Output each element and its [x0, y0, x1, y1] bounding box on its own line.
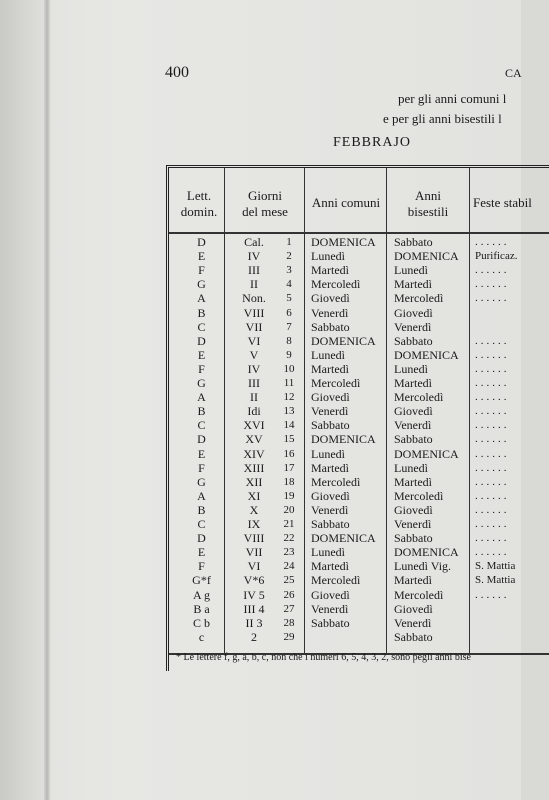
cell-day-number: 1 [286, 236, 292, 248]
cell-lett: D [197, 531, 206, 546]
cell-lett: G [197, 376, 206, 390]
page-fold-shadow [44, 0, 50, 800]
cell-lett: B [197, 502, 206, 517]
table-row [169, 391, 549, 405]
cell-roman-day: XVI [243, 418, 265, 433]
cell-roman-day: II [250, 390, 258, 405]
cell-feste: ...... [475, 518, 510, 530]
cell-feste: ...... [475, 433, 510, 446]
cell-anni-comuni: Mercoledì [311, 474, 361, 489]
cell-anni-comuni: Lunedì [311, 545, 345, 560]
subtitle-line-2: e per gli anni bisestili l [383, 111, 502, 126]
table-row [169, 321, 549, 335]
cell-roman-day: VII [245, 319, 263, 334]
cell-lett: A [197, 390, 206, 405]
cell-anni-bisestili: Sabbato [394, 629, 433, 644]
cell-day-number: 4 [286, 278, 292, 291]
table-row [169, 349, 549, 363]
cell-feste: ...... [475, 334, 510, 347]
cell-day-number: 28 [283, 616, 295, 629]
header-comuni: Anni comuni [311, 195, 381, 210]
cell-lett: C [197, 517, 206, 531]
cell-anni-bisestili: Venerdì [394, 615, 432, 630]
cell-anni-bisestili: Sabbato [394, 333, 433, 348]
cell-anni-bisestili: Martedì [394, 474, 432, 489]
table-row [169, 589, 549, 603]
cell-roman-day: VII [245, 545, 263, 560]
table-row [169, 476, 549, 490]
cell-anni-comuni: Sabbato [311, 319, 350, 334]
cell-lett: E [197, 347, 206, 362]
cell-feste: ...... [475, 362, 510, 375]
cell-day-number: 2 [286, 250, 292, 263]
cell-anni-bisestili: Giovedì [394, 404, 433, 419]
calendar-table [166, 165, 549, 671]
table-row [169, 490, 549, 504]
cell-anni-bisestili: Mercoledì [394, 587, 444, 602]
header-feste: Feste stabil [473, 195, 532, 210]
cell-day-number: 15 [283, 433, 295, 446]
header-rule [169, 232, 549, 234]
cell-feste: ...... [475, 475, 510, 488]
cell-feste: S. Mattia [475, 574, 516, 587]
cell-roman-day: III 4 [243, 601, 265, 616]
cell-anni-comuni: Giovedì [311, 291, 350, 306]
cell-lett: D [197, 333, 206, 348]
cell-roman-day: XIII [243, 460, 265, 475]
cell-day-number: 12 [283, 391, 295, 404]
cell-feste: ...... [475, 419, 510, 432]
cell-anni-comuni: DOMENICA [311, 235, 376, 249]
table-row [169, 546, 549, 560]
cell-roman-day: XV [245, 432, 263, 447]
cell-day-number: 5 [286, 292, 292, 305]
cell-day-number: 19 [283, 489, 295, 502]
cell-feste: ...... [475, 588, 510, 601]
table-row [169, 532, 549, 546]
table-row [169, 433, 549, 447]
cell-roman-day: IV 5 [243, 587, 265, 602]
cell-anni-comuni: Venerdì [311, 502, 349, 517]
cell-feste: S. Mattia [475, 560, 516, 573]
cell-anni-comuni: Sabbato [311, 418, 350, 433]
cell-day-number: 27 [283, 602, 295, 615]
cell-roman-day: IX [247, 517, 261, 531]
cell-anni-comuni: Mercoledì [311, 277, 361, 292]
cell-lett: D [197, 432, 206, 447]
cell-day-number: 3 [286, 264, 292, 277]
cell-anni-bisestili: Sabbato [394, 531, 433, 546]
cell-anni-bisestili: DOMENICA [394, 446, 459, 461]
cell-anni-comuni: Lunedì [311, 249, 345, 264]
table-row [169, 236, 549, 250]
header-lett [175, 188, 223, 220]
cell-anni-comuni: Giovedì [311, 390, 350, 405]
cell-lett: E [197, 249, 206, 264]
cell-roman-day: XI [247, 488, 261, 503]
cell-anni-comuni: DOMENICA [311, 333, 376, 348]
cell-anni-bisestili: Giovedì [394, 502, 433, 517]
month-title: FEBBRAJO [333, 135, 412, 150]
cell-anni-comuni: DOMENICA [311, 432, 376, 447]
cell-feste: ...... [475, 292, 510, 305]
cell-day-number: 25 [283, 574, 295, 587]
cell-feste: ...... [475, 546, 510, 559]
cell-feste: ...... [475, 391, 510, 404]
cell-day-number: 21 [283, 518, 295, 530]
cell-feste: ...... [475, 447, 510, 460]
cell-day-number: 26 [283, 588, 295, 601]
header-giorni-line2: del mese [242, 204, 288, 219]
cell-roman-day: X [249, 502, 259, 517]
cell-anni-comuni: Mercoledì [311, 376, 361, 390]
cell-feste: ...... [475, 405, 510, 418]
cell-feste: ...... [475, 348, 510, 361]
table-row [169, 560, 549, 574]
cell-anni-bisestili: Venerdì [394, 418, 432, 433]
cell-anni-bisestili: Venerdì [394, 517, 432, 531]
cell-day-number: 20 [283, 503, 295, 516]
cell-anni-comuni: Sabbato [311, 615, 350, 630]
cell-feste: ...... [475, 377, 510, 389]
cell-day-number: 6 [286, 306, 292, 319]
table-row [169, 335, 549, 349]
cell-anni-bisestili: Venerdì [394, 319, 432, 334]
table-row [169, 504, 549, 518]
table-row [169, 448, 549, 462]
header-bisestili [387, 188, 469, 220]
header-lett-line1: Lett. [186, 188, 212, 203]
cell-anni-bisestili: Mercoledì [394, 291, 444, 306]
cell-feste: ...... [475, 278, 510, 291]
cell-anni-bisestili: Mercoledì [394, 488, 444, 503]
cell-feste: ...... [475, 532, 510, 545]
cell-roman-day: XIV [243, 446, 265, 461]
cell-lett: E [197, 545, 206, 560]
cell-anni-comuni: Venerdì [311, 404, 349, 419]
table-row [169, 419, 549, 433]
cell-anni-bisestili: Lunedì [394, 361, 428, 376]
cell-lett: B [197, 404, 206, 419]
cell-anni-bisestili: Lunedì Vig. [394, 559, 452, 574]
header-giorni-line1: Giorni [248, 188, 282, 203]
table-row [169, 631, 549, 645]
table-row [169, 518, 549, 532]
cell-feste: ...... [475, 264, 510, 277]
cell-anni-comuni: Giovedì [311, 587, 350, 602]
cell-day-number: 17 [283, 461, 295, 474]
cell-anni-bisestili: DOMENICA [394, 249, 459, 264]
cell-lett: D [197, 235, 206, 249]
cell-lett: G [197, 277, 206, 292]
cell-day-number: 29 [283, 630, 295, 643]
cell-day-number: 24 [283, 560, 295, 573]
cell-anni-comuni: Sabbato [311, 517, 350, 531]
cell-anni-comuni: Venerdì [311, 601, 349, 616]
cell-lett: F [198, 559, 205, 574]
cell-feste: ...... [475, 461, 510, 474]
running-header-fragment: CA [505, 66, 522, 80]
cell-roman-day: VIII [243, 531, 265, 546]
cell-lett: C [197, 418, 206, 433]
cell-anni-bisestili: Martedì [394, 573, 432, 588]
cell-roman-day: Cal. [244, 235, 264, 249]
cell-anni-bisestili: Lunedì [394, 263, 428, 278]
cell-anni-bisestili: Sabbato [394, 432, 433, 447]
cell-anni-comuni: Martedì [311, 460, 349, 475]
cell-lett: G [197, 474, 206, 489]
cell-lett: A [197, 488, 206, 503]
page-number: 400 [165, 64, 189, 81]
cell-roman-day: 2 [251, 629, 257, 644]
table-row [169, 292, 549, 306]
cell-anni-bisestili: Lunedì [394, 460, 428, 475]
cell-day-number: 8 [286, 334, 292, 347]
cell-roman-day: II [250, 277, 258, 292]
cell-lett: C [197, 319, 206, 334]
cell-anni-comuni: Venerdì [311, 305, 349, 320]
cell-feste: ...... [475, 503, 510, 516]
table-row [169, 307, 549, 321]
cell-anni-comuni: DOMENICA [311, 531, 376, 546]
table-row [169, 377, 549, 391]
cell-day-number: 10 [283, 362, 295, 375]
cell-roman-day: XII [245, 474, 263, 489]
cell-feste: ...... [475, 489, 510, 502]
cell-anni-comuni: Mercoledì [311, 573, 361, 588]
cell-anni-comuni: Lunedì [311, 446, 345, 461]
cell-roman-day: V*6 [243, 573, 265, 588]
cell-lett: F [198, 361, 205, 376]
cell-lett: E [197, 446, 206, 461]
cell-roman-day: Idi [247, 404, 261, 419]
footnote: * Le lettere f, g, a, b, c, non che i numeri 6, 5, 4, 3, 2, sono pegli anni bise [176, 652, 471, 663]
cell-roman-day: IV [247, 361, 261, 376]
cell-roman-day: II 3 [245, 615, 263, 630]
cell-roman-day: VIII [243, 305, 265, 320]
cell-day-number: 14 [283, 419, 295, 432]
header-giorni [227, 188, 303, 220]
cell-anni-comuni: Martedì [311, 559, 349, 574]
cell-day-number: 7 [286, 320, 292, 333]
table-row [169, 617, 549, 631]
cell-lett: B a [193, 601, 210, 616]
cell-lett: F [198, 263, 205, 278]
table-row [169, 462, 549, 476]
cell-feste: ...... [475, 236, 510, 248]
cell-roman-day: IV [247, 249, 261, 264]
cell-anni-bisestili: Sabbato [394, 235, 433, 249]
cell-feste: Purificaz. [475, 250, 518, 263]
table-row [169, 405, 549, 419]
cell-lett: A [197, 291, 206, 306]
table-row [169, 278, 549, 292]
table-row [169, 363, 549, 377]
table-row [169, 603, 549, 617]
cell-roman-day: VI [247, 559, 261, 574]
cell-roman-day: V [249, 347, 259, 362]
cell-anni-comuni: Martedì [311, 361, 349, 376]
cell-roman-day: III [248, 263, 260, 278]
header-bisestili-line2: bisestili [407, 204, 449, 219]
cell-roman-day: VI [247, 333, 261, 348]
cell-day-number: 23 [283, 546, 295, 559]
cell-day-number: 22 [283, 532, 295, 545]
table-row [169, 264, 549, 278]
cell-anni-bisestili: DOMENICA [394, 545, 459, 560]
cell-lett: c [198, 629, 205, 644]
cell-anni-bisestili: Martedì [394, 376, 432, 390]
cell-lett: A g [192, 587, 210, 602]
cell-day-number: 16 [283, 447, 295, 460]
header-lett-line2: domin. [180, 204, 218, 219]
table-row [169, 574, 549, 588]
subtitle-line-1: per gli anni comuni l [398, 91, 507, 106]
cell-anni-comuni: Lunedì [311, 347, 345, 362]
cell-anni-comuni: Giovedì [311, 488, 350, 503]
cell-anni-bisestili: Giovedì [394, 601, 433, 616]
cell-day-number: 18 [283, 475, 295, 488]
cell-anni-comuni: Martedì [311, 263, 349, 278]
cell-lett: C b [192, 615, 210, 630]
cell-anni-bisestili: Mercoledì [394, 390, 444, 405]
table-row [169, 250, 549, 264]
cell-lett: F [198, 460, 205, 475]
cell-anni-bisestili: Martedì [394, 277, 432, 292]
cell-day-number: 9 [286, 348, 292, 361]
cell-lett: G*f [192, 573, 211, 588]
cell-roman-day: Non. [242, 291, 266, 306]
cell-lett: B [197, 305, 206, 320]
cell-roman-day: III [248, 376, 260, 390]
cell-anni-bisestili: Giovedì [394, 305, 433, 320]
cell-day-number: 13 [283, 405, 295, 418]
header-bisestili-line1: Anni [415, 188, 441, 203]
cell-anni-bisestili: DOMENICA [394, 347, 459, 362]
cell-day-number: 11 [283, 377, 295, 389]
